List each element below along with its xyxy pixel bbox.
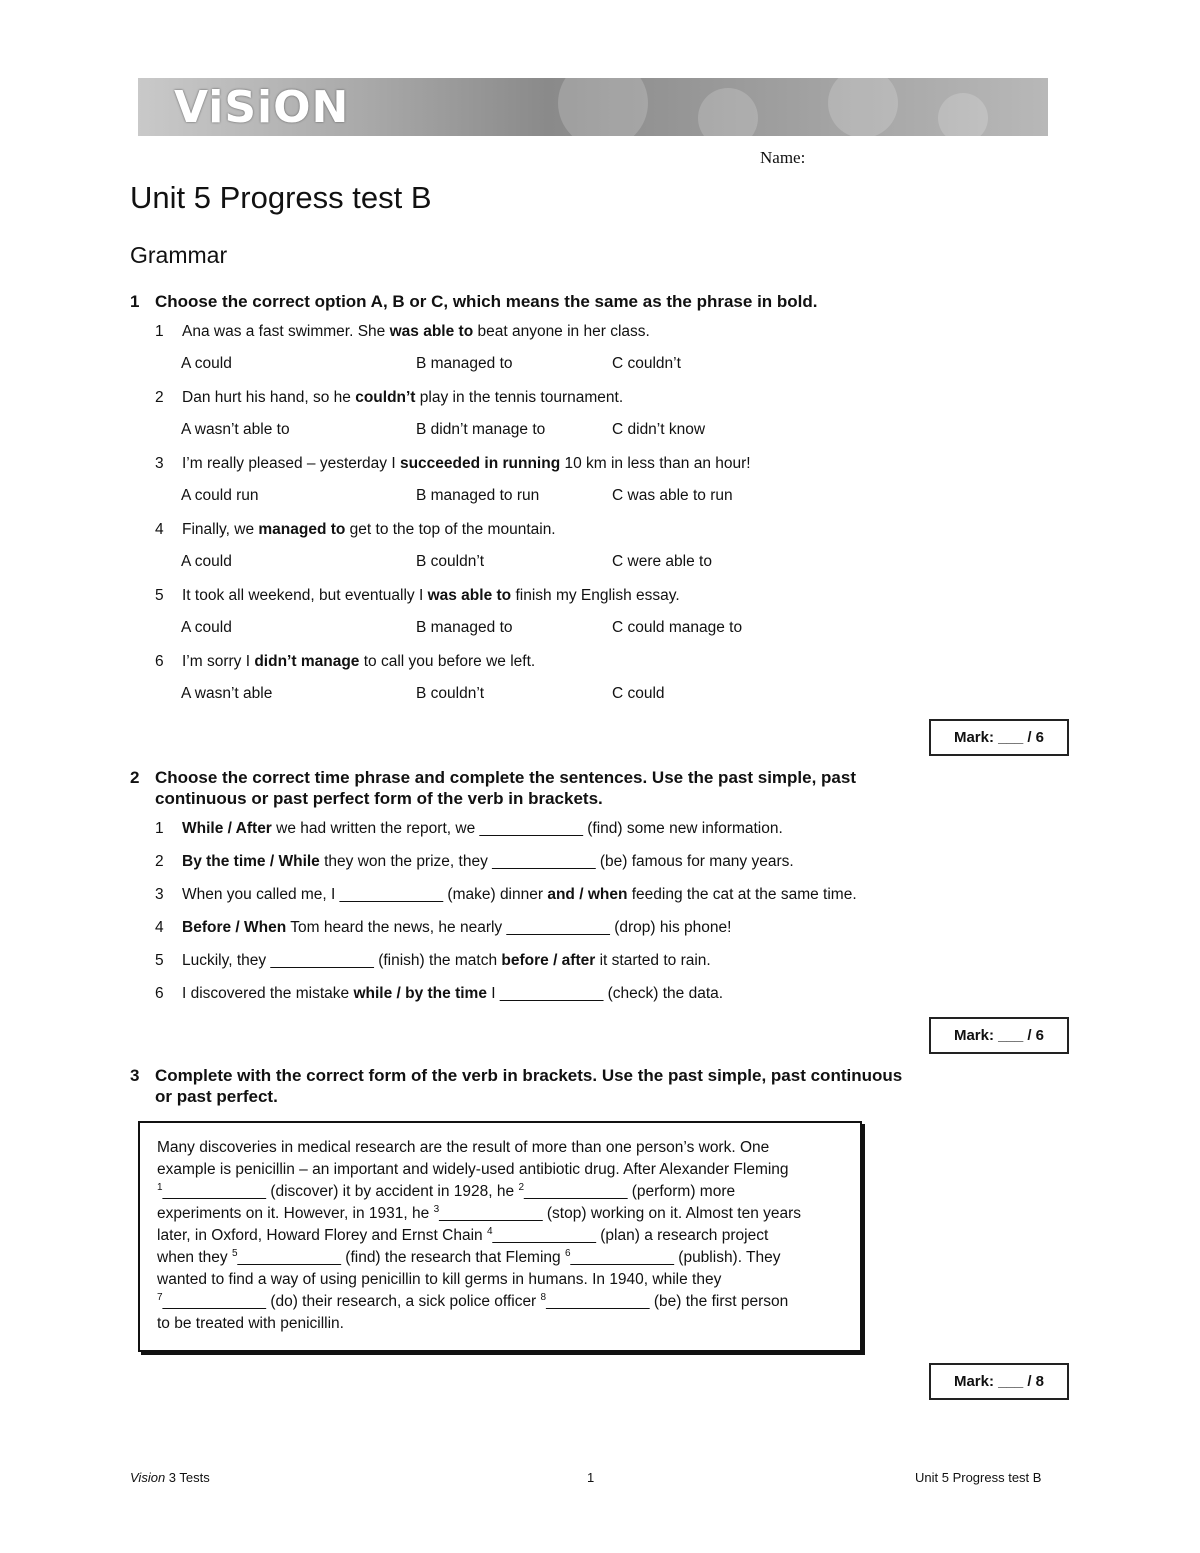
vision-logo: ViSiON [174,82,350,133]
answer-option[interactable]: C couldn’t [612,355,681,372]
exercise-number: 2 [130,768,140,787]
sentence-part: Finally, we [182,521,259,538]
sentence-part: I ____________ (check) the data. [486,985,724,1002]
time-phrase-choice: Before / When [182,919,287,936]
exercise-3-heading [130,1065,915,1107]
question-sentence [182,820,783,838]
sentence-part: it started to rain. [595,952,711,969]
page-number: 1 [587,1470,595,1485]
question-number: 4 [155,521,164,538]
question-sentence [182,587,680,605]
passage-text: ____________ (publish). They [570,1249,781,1266]
section-heading: Grammar [130,242,228,268]
passage-line [157,1203,844,1225]
answer-option[interactable]: C was able to run [612,487,733,504]
question-sentence [182,886,857,904]
question-sentence [182,653,535,671]
answer-option[interactable]: B didn’t manage to [416,421,546,438]
answer-option[interactable]: C didn’t know [612,421,706,438]
exercise-instruction: Complete with the correct form of the verb in brackets. Use the past simple, past continuous or past perfect. [155,1066,903,1106]
question-sentence [182,919,731,937]
question-sentence [182,853,794,871]
mark-box: Mark: ___ / 6 [929,1017,1069,1054]
answer-option[interactable]: B managed to [416,619,513,636]
vision-banner [138,78,1048,136]
bold-phrase: was able to [389,323,474,340]
sentence-part: they won the prize, they ____________ (be) famous for many years. [319,853,794,870]
question-number: 4 [155,919,164,936]
sentence-part: It took all weekend, but eventually I [182,587,428,604]
bold-phrase: couldn’t [355,389,416,406]
question-number: 5 [155,587,164,604]
sentence-part: get to the top of the mountain. [345,521,556,538]
answer-option[interactable]: A wasn’t able to [181,421,290,438]
sentence-part: to call you before we left. [359,653,536,670]
passage-text: ____________ (plan) a research project [492,1227,769,1244]
exercise-instruction: Choose the correct option A, B or C, which means the same as the phrase in bold. [155,292,818,311]
answer-option[interactable]: B managed to [416,355,513,372]
time-phrase-choice: While / After [182,820,272,837]
passage-text: ____________ (perform) more [524,1183,736,1200]
question-sentence [182,952,711,970]
sentence-part: beat anyone in her class. [473,323,650,340]
answer-option[interactable]: A could [181,553,232,570]
answer-option[interactable]: C could manage to [612,619,743,636]
passage-text: wanted to find a way of using penicillin to kill germs in humans. In 1940, while they [157,1271,722,1288]
passage-text: ____________ (be) the first person [546,1293,789,1310]
gap-number: 4 [486,1226,493,1237]
question-number: 1 [155,820,164,837]
footer-series-suffix: 3 Tests [165,1470,210,1485]
passage-line [157,1181,844,1203]
passage-text: ____________ (find) the research that Fleming [237,1249,565,1266]
exercise-2-heading [130,767,915,809]
answer-option[interactable]: B couldn’t [416,685,485,702]
answer-option[interactable]: C were able to [612,553,712,570]
sentence-part: Luckily, they ____________ (finish) the match [182,952,502,969]
time-phrase-choice: and / when [547,886,628,903]
answer-option[interactable]: A could run [181,487,259,504]
question-number: 2 [155,853,164,870]
question-number: 5 [155,952,164,969]
sentence-part: feeding the cat at the same time. [627,886,857,903]
bold-phrase: managed to [258,521,346,538]
sentence-part: 10 km in less than an hour! [560,455,751,472]
footer-right: Unit 5 Progress test B [915,1470,1042,1485]
sentence-part: I’m sorry I [182,653,255,670]
passage-line [157,1247,844,1269]
exercise-number: 3 [130,1066,140,1085]
passage-text: later, in Oxford, Howard Florey and Ernst Chain [157,1227,487,1244]
footer-left [130,1470,210,1485]
answer-option[interactable]: B couldn’t [416,553,485,570]
sentence-part: play in the tennis tournament. [415,389,624,406]
question-number: 6 [155,653,164,670]
question-sentence [182,521,556,539]
answer-option[interactable]: C could [612,685,665,702]
question-sentence [182,455,751,473]
reading-passage-box [138,1121,862,1352]
passage-text: when they [157,1249,232,1266]
passage-text: to be treated with penicillin. [157,1315,344,1332]
passage-line [157,1313,844,1335]
exercise-1-heading [130,291,915,312]
sentence-part: When you called me, I ____________ (make) dinner [182,886,548,903]
sentence-part: Ana was a fast swimmer. She [182,323,390,340]
question-sentence [182,985,723,1003]
question-sentence [182,389,623,407]
name-field-label: Name: [760,148,806,167]
passage-line [157,1159,844,1181]
passage-text: ____________ (stop) working on it. Almost ten years [439,1205,802,1222]
bold-phrase: succeeded in running [399,455,561,472]
passage-line [157,1269,844,1291]
gap-number: 1 [157,1182,163,1193]
answer-option[interactable]: B managed to run [416,487,540,504]
sentence-part: I’m really pleased – yesterday I [182,455,400,472]
sentence-part: Tom heard the news, he nearly ____________ (drop) his phone! [286,919,732,936]
question-number: 3 [155,886,164,903]
gap-number: 8 [540,1292,547,1303]
answer-option[interactable]: A could [181,355,232,372]
gap-number: 6 [564,1248,571,1259]
sentence-part: Dan hurt his hand, so he [182,389,356,406]
sentence-part: we had written the report, we ____________ (find) some new information. [271,820,783,837]
answer-option[interactable]: A could [181,619,232,636]
passage-text: ____________ (do) their research, a sick police officer [162,1293,541,1310]
answer-option[interactable]: A wasn’t able [181,685,273,702]
exercise-number: 1 [130,292,140,311]
bold-phrase: was able to [427,587,512,604]
question-number: 3 [155,455,164,472]
passage-text: experiments on it. However, in 1931, he [157,1205,434,1222]
sentence-part: I discovered the mistake [182,985,354,1002]
question-number: 1 [155,323,164,340]
sentence-part: finish my English essay. [511,587,680,604]
time-phrase-choice: while / by the time [353,985,487,1002]
footer-series-name: Vision [130,1470,166,1485]
passage-text: Many discoveries in medical research are the result of more than one person’s work. One [157,1139,770,1156]
gap-number: 3 [433,1204,440,1215]
passage-text: example is penicillin – an important and widely-used antibiotic drug. After Alexander Fleming [157,1161,789,1178]
question-sentence [182,323,650,341]
gap-number: 5 [231,1248,238,1259]
question-number: 2 [155,389,164,406]
time-phrase-choice: By the time / While [182,853,320,870]
mark-box: Mark: ___ / 8 [929,1363,1069,1400]
page-title: Unit 5 Progress test B [130,180,432,215]
question-number: 6 [155,985,164,1002]
passage-line [157,1137,844,1159]
mark-box: Mark: ___ / 6 [929,719,1069,756]
bold-phrase: didn’t manage [254,653,360,670]
passage-text: ____________ (discover) it by accident in 1928, he [162,1183,519,1200]
gap-number: 7 [157,1292,163,1303]
passage-line [157,1291,844,1313]
passage-line [157,1225,844,1247]
time-phrase-choice: before / after [501,952,596,969]
exercise-instruction: Choose the correct time phrase and complete the sentences. Use the past simple, past continuous or past perfect form of the verb in brackets. [155,768,856,808]
gap-number: 2 [518,1182,525,1193]
